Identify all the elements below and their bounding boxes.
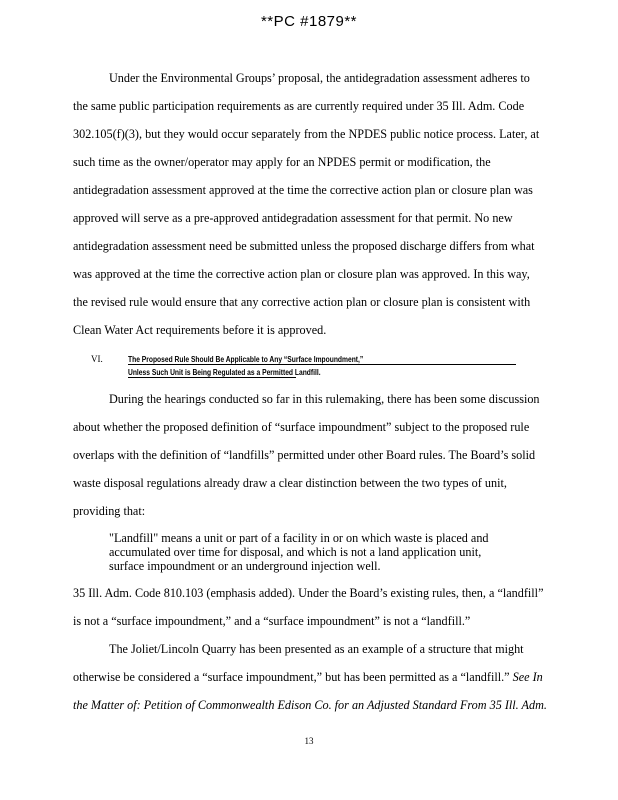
para1-line: 302.105(f)(3), but they would occur separately from the NPDES public notice process. Later, at (73, 127, 540, 141)
citation-line: the Matter of: Petition of Commonwealth Edison Co. for an Adjusted Standard From 35 Ill. Adm. (73, 698, 547, 712)
para4-text: otherwise be considered a “surface impoundment,” but has been permitted as a “landfill.” (73, 670, 510, 684)
section-title-line2: Unless Such Unit is Being Regulated as a Permitted Landfill. (128, 367, 321, 377)
para1-line: Under the Environmental Groups’ proposal, the antidegradation assessment adheres to (109, 71, 530, 85)
citation-start: See In (512, 670, 543, 684)
para3-line: is not a “surface impoundment,” and a “surface impoundment” is not a “landfill.” (73, 614, 471, 628)
para4-line (73, 670, 543, 684)
para1-line: antidegradation assessment need be submitted unless the proposed discharge differs from what (73, 239, 535, 253)
para4-line: The Joliet/Lincoln Quarry has been presented as an example of a structure that might (109, 642, 524, 656)
quote-line: accumulated over time for disposal, and which is not a land application unit, (109, 545, 482, 559)
para1-line: approved will serve as a pre-approved antidegradation assessment for that permit. No new (73, 211, 513, 225)
para1-line: was approved at the time the corrective action plan or closure plan was approved. In this way, (73, 267, 530, 281)
para2-line: about whether the proposed definition of “surface impoundment” subject to the proposed rule (73, 420, 530, 434)
para2-line: providing that: (73, 504, 146, 518)
heading-underline (128, 377, 296, 378)
para2-line: waste disposal regulations already draw a clear distinction between the two types of unit, (73, 476, 507, 490)
section-title-line1: The Proposed Rule Should Be Applicable to Any “Surface Impoundment,” (128, 354, 364, 364)
para2-line: overlaps with the definition of “landfills” permitted under other Board rules. The Board’s solid (73, 448, 536, 462)
para1-line: the same public participation requirements as are currently required under 35 Ill. Adm. Code (73, 99, 525, 113)
para2-line: During the hearings conducted so far in this rulemaking, there has been some discussion (109, 392, 540, 406)
para1-line: the revised rule would ensure that any corrective action plan or closure plan is consistent with (73, 295, 531, 309)
heading-underline (128, 364, 516, 365)
section-number: VI. (91, 354, 103, 364)
pc-stamp: **PC #1879** (260, 13, 358, 30)
quote-line: "Landfill" means a unit or part of a facility in or on which waste is placed and (109, 531, 489, 545)
para1-line: antidegradation assessment approved at the time the corrective action plan or closure plan was (73, 183, 533, 197)
para1-line: such time as the owner/operator may apply for an NPDES permit or modification, the (73, 155, 491, 169)
para3-line: 35 Ill. Adm. Code 810.103 (emphasis added). Under the Board’s existing rules, then, a “landfill” (73, 586, 544, 600)
page-number: 13 (304, 736, 314, 746)
para1-line: Clean Water Act requirements before it is approved. (73, 323, 327, 337)
quote-line: surface impoundment or an underground injection well. (109, 559, 381, 573)
